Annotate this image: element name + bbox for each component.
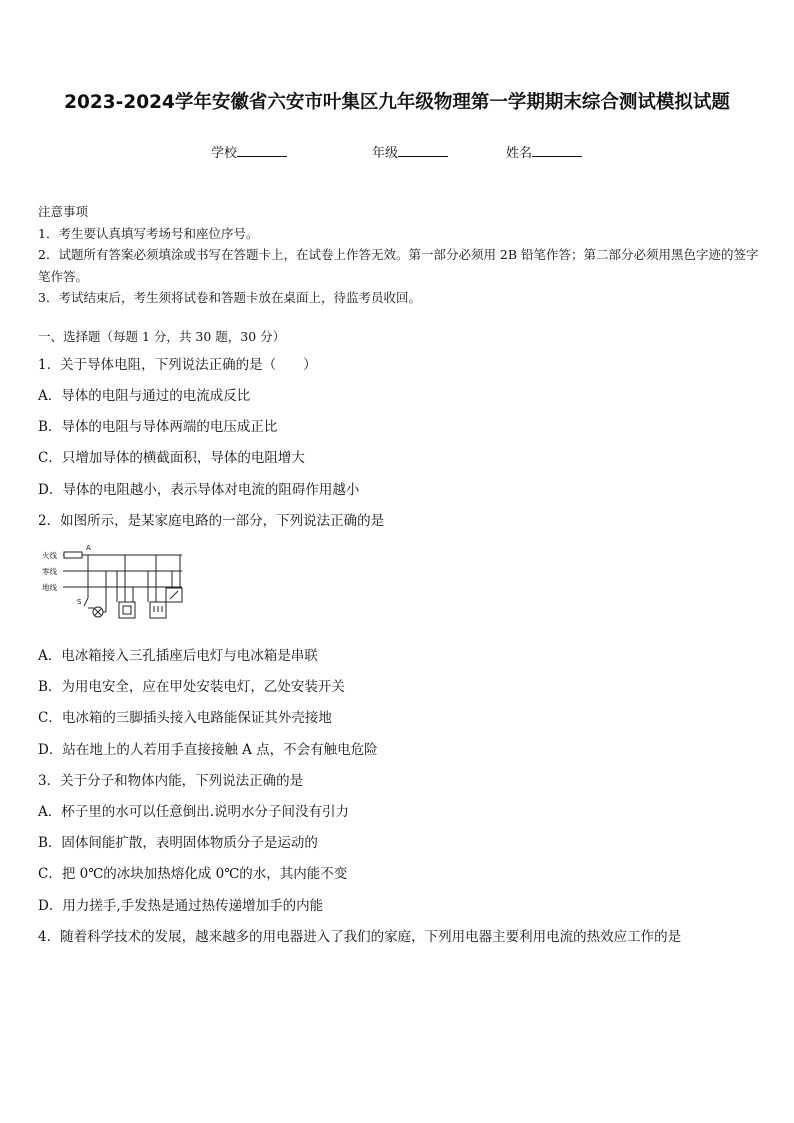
question-3-option-a: A．杯子里的水可以任意倒出.说明水分子间没有引力 [38, 804, 350, 820]
point-a-label: A [86, 544, 91, 552]
switch-icon [84, 598, 88, 606]
section-heading: 一、选择题（每题 1 分，共 30 题，30 分） [38, 329, 286, 344]
question-3-stem: 3．关于分子和物体内能，下列说法正确的是 [38, 773, 304, 789]
grade-field [372, 142, 448, 161]
ground-wire-label: 地线 [42, 583, 57, 592]
name-blank [532, 143, 582, 157]
school-field [211, 142, 287, 161]
question-3-option-d: D．用力搓手,手发热是通过热传递增加手的内能 [38, 898, 324, 914]
question-1-stem: 1．关于导体电阻，下列说法正确的是（ ） [38, 357, 317, 373]
note-item-1: 1．考生要认真填写考场号和座位序号。 [38, 225, 259, 241]
notes-heading: 注意事项 [38, 204, 89, 219]
notes-block [38, 201, 760, 309]
school-blank [237, 143, 287, 157]
neutral-wire-label: 零线 [42, 567, 57, 576]
question-3-option-b: B．固体间能扩散，表明固体物质分子是运动的 [38, 835, 318, 851]
question-2-option-b: B．为用电安全，应在甲处安装电灯，乙处安装开关 [38, 679, 345, 695]
question-1-option-d: D．导体的电阻越小，表示导体对电流的阻碍作用越小 [38, 482, 360, 498]
name-field [506, 142, 582, 161]
question-2-option-a: A．电冰箱接入三孔插座后电灯与电冰箱是串联 [38, 648, 318, 664]
socket-icon [119, 602, 135, 618]
question-2-option-c: C．电冰箱的三脚插头接入电路能保证其外壳接地 [38, 710, 332, 726]
switch-s-label: S [77, 598, 82, 606]
page-title: 2023-2024学年安徽省六安市叶集区九年级物理第一学期期末综合测试模拟试题 [64, 92, 730, 113]
question-2-stem: 2．如图所示，是某家庭电路的一部分，下列说法正确的是 [38, 513, 385, 529]
question-1-option-b: B．导体的电阻与导体两端的电压成正比 [38, 419, 278, 435]
school-label: 学校 [211, 146, 238, 161]
note-item-3: 3．考试结束后，考生须将试卷和答题卡放在桌面上，待监考员收回。 [38, 290, 421, 305]
name-label: 姓名 [506, 146, 533, 161]
grade-blank [398, 143, 448, 157]
grade-label: 年级 [372, 146, 399, 161]
question-1-option-c: C．只增加导体的横截面积，导体的电阻增大 [38, 450, 305, 466]
note-item-2: 2．试题所有答案必须填涂或书写在答题卡上，在试卷上作答无效。第一部分必须用 2B 铅笔作答；第二部分必须用黑色字迹的签字笔作答。 [38, 247, 759, 284]
fuse-icon [64, 552, 82, 558]
question-2-option-d: D．站在地上的人若用手直接接触 A 点，不会有触电危险 [38, 742, 378, 758]
question-3-option-c: C．把 0℃的冰块加热熔化成 0℃的水，其内能不变 [38, 866, 348, 882]
question-1-option-a: A．导体的电阻与通过的电流成反比 [38, 388, 251, 404]
live-wire-label: 火线 [42, 551, 57, 560]
circuit-diagram [40, 540, 190, 630]
question-4-stem: 4．随着科学技术的发展，越来越多的用电器进入了我们的家庭，下列用电器主要利用电流的热效应工作的是 [38, 929, 682, 945]
